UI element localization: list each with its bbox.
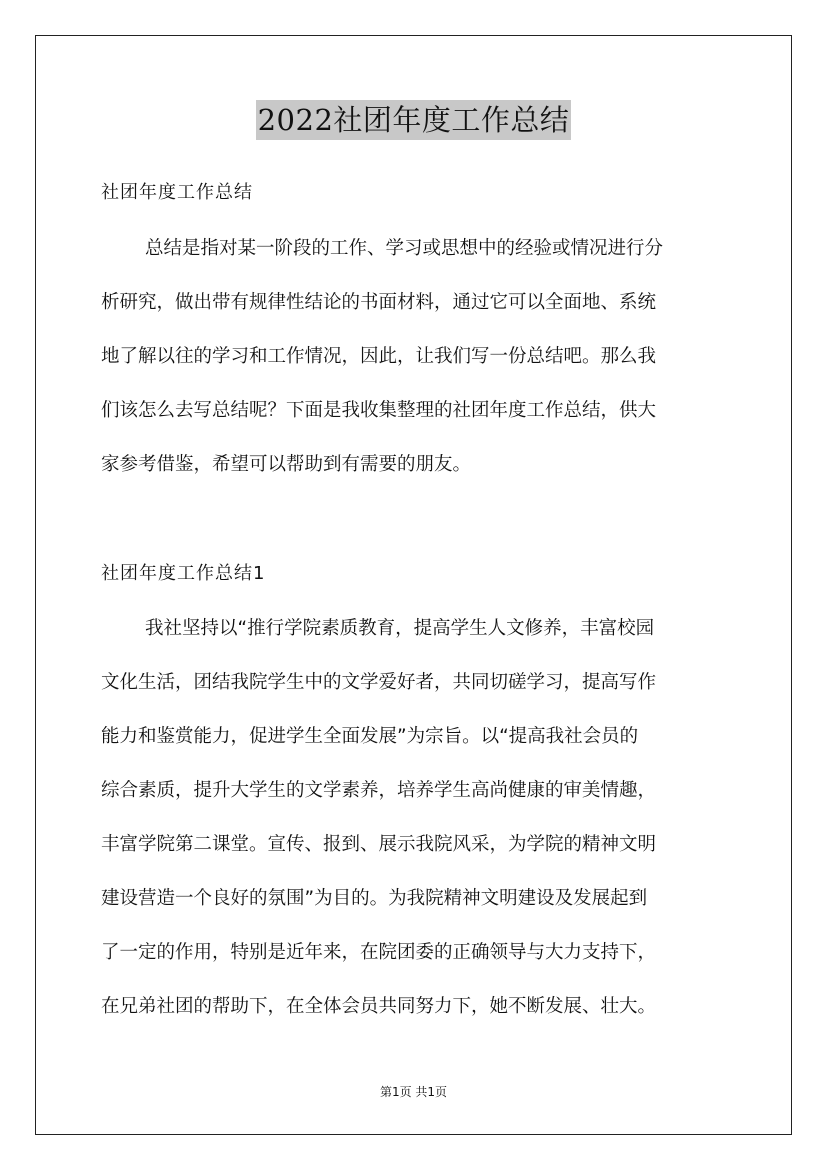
intro-line: 总结是指对某一阶段的工作、学习或思想中的经验或情况进行分 xyxy=(145,238,664,259)
intro-line: 析研究，做出带有规律性结论的书面材料，通过它可以全面地、系统 xyxy=(101,292,657,313)
intro-line: 们该怎么去写总结呢？下面是我收集整理的社团年度工作总结，供大 xyxy=(101,400,657,421)
document-title: 2022社团年度工作总结 xyxy=(256,100,572,140)
body-line: 综合素质，提升大学生的文学素养，培养学生高尚健康的审美情趣， xyxy=(101,780,657,801)
page-footer: 第1页 共1页 xyxy=(379,1085,448,1099)
body-line: 能力和鉴赏能力，促进学生全面发展”为宗旨。以“提高我社会员的 xyxy=(101,726,639,747)
body-line: 丰富学院第二课堂。宣传、报到、展示我院风采，为学院的精神文明 xyxy=(101,834,657,855)
section-heading-1: 社团年度工作总结1 xyxy=(101,563,266,584)
body-line: 我社坚持以“推行学院素质教育，提高学生人文修养，丰富校园 xyxy=(145,618,655,639)
body-line: 建设营造一个良好的氛围”为目的。为我院精神文明建设及发展起到 xyxy=(101,888,648,909)
body-line: 在兄弟社团的帮助下，在全体会员共同努力下，她不断发展、壮大。 xyxy=(101,996,657,1017)
section-heading-intro: 社团年度工作总结 xyxy=(101,182,253,203)
intro-line: 地了解以往的学习和工作情况，因此，让我们写一份总结吧。那么我 xyxy=(101,346,657,367)
body-line: 了一定的作用，特别是近年来，在院团委的正确领导与大力支持下， xyxy=(101,942,657,963)
title-container xyxy=(0,100,827,140)
intro-line: 家参考借鉴，希望可以帮助到有需要的朋友。 xyxy=(101,454,472,475)
body-line: 文化生活，团结我院学生中的文学爱好者，共同切磋学习，提高写作 xyxy=(101,672,657,693)
